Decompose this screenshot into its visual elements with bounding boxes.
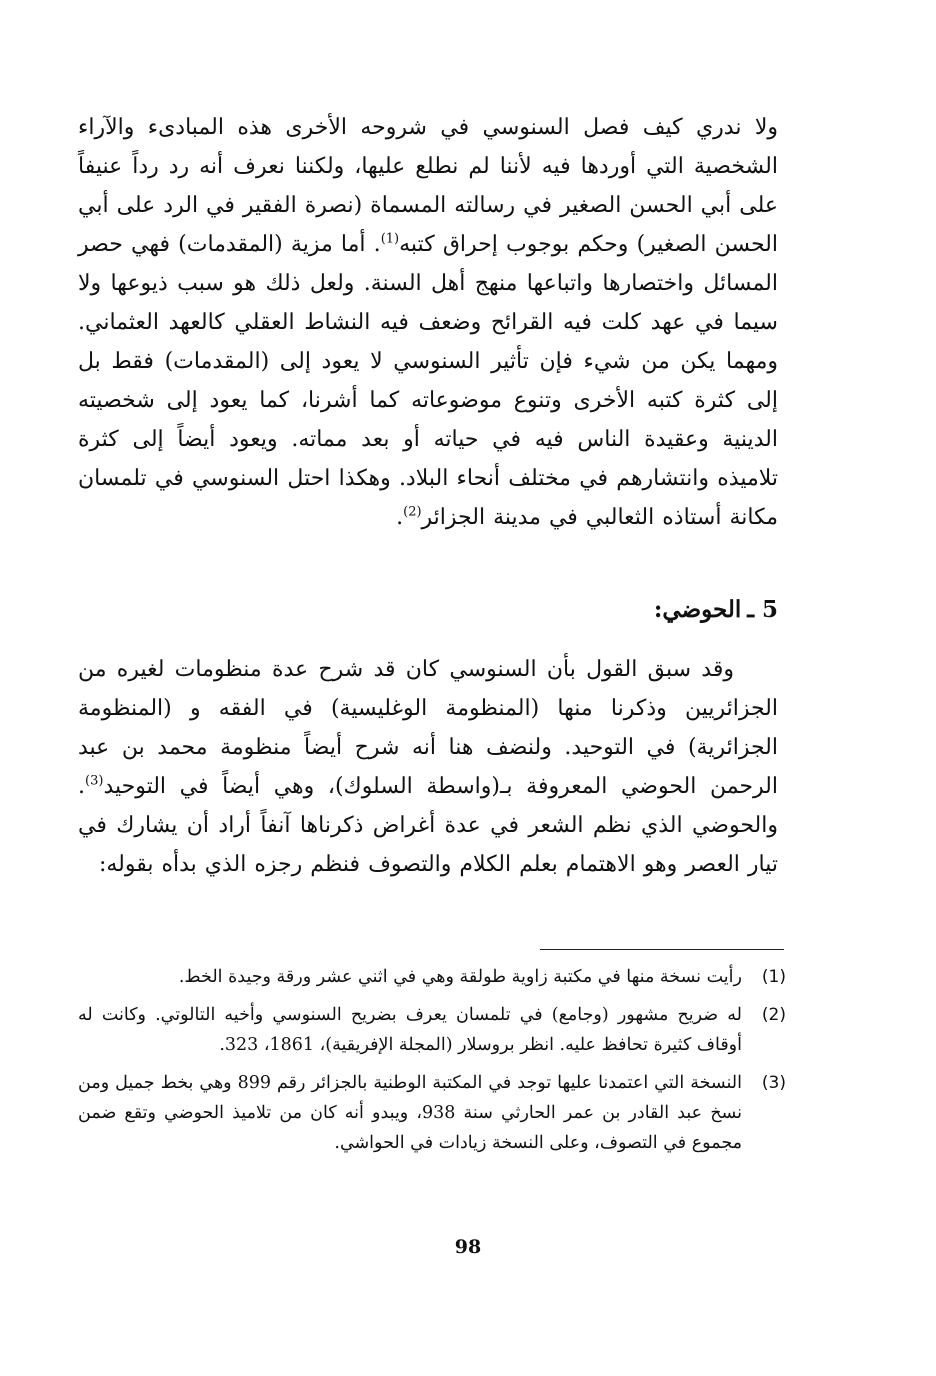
paragraph-text: . والحوضي الذي نظم الشعر في عدة أغراض ذكرناها آنفاً أراد أن يشارك في تيار العصر وهو الاهتمام بعلم الكلام والتصوف فنظم رجزه الذي بدأه بقوله: — [78, 774, 778, 877]
footnote-reference: (1) — [380, 231, 400, 247]
footnotes-section — [78, 962, 786, 1166]
footnote-number: (2) — [761, 1005, 786, 1025]
paragraph-text: . — [396, 505, 404, 530]
footnote-text: النسخة التي اعتمدنا عليها توجد في المكتبة الوطنية بالجزائر رقم 899 وهي بخط جميل ومن نسخ عبد القادر بن عمر الحارثي سنة 938، ويبدو أنه كان من تلاميذ الحوضي وتقع ضمن مجموع في التصوف، وعلى النسخة زيادات في الحواشي. — [78, 1073, 742, 1153]
body-paragraph — [78, 650, 778, 884]
section-number: 5 ـ — [747, 596, 778, 623]
section-title: الحوضي: — [653, 596, 742, 623]
footnote-text: رأيت نسخة منها في مكتبة زاوية طولقة وهي في اثني عشر ورقة وجيدة الخط. — [178, 967, 742, 987]
paragraph-text: . أما مزية (المقدمات) فهي حصر المسائل واختصارها واتباعها منهج أهل السنة. ولعل ذلك هو سبب ذيوعها ولا سيما في عهد كلت فيه القرائح وضعف فيه النشاط العقلي كالعهد العثماني. ومهما يكن من شيء فإن تأثير السنوسي لا يعود إلى (المقدمات) فقط بل إلى كثرة كتبه الأخرى وتنوع موضوعاته كما أشرنا، كما يعود إلى شخصيته الدينية وعقيدة الناس فيه في حياته أو بعد مماته. ويعود أيضاً إلى كثرة تلاميذه وانتشارهم في مختلف أنحاء البلاد. وهكذا احتل السنوسي في تلمسان مكانة أستاذه الثعالبي في مدينة الجزائر — [78, 232, 778, 530]
footnote-number: (3) — [761, 1073, 786, 1093]
footnote-reference: (3) — [85, 773, 104, 789]
footnote — [78, 1000, 786, 1060]
paragraph-text: وقد سبق القول بأن السنوسي كان قد شرح عدة منظومات لغيره من الجزائريين وذكرنا منها (المنظومة الوغليسية) في الفقه و (المنظومة الجزائرية) في التوحيد. ولنضف هنا أنه شرح أيضاً منظومة محمد بن عبد الرحمن الحوضي المعروفة بـ(واسطة السلوك)، وهي أيضاً في التوحيد — [78, 657, 778, 799]
page-number: 98 — [454, 1236, 482, 1258]
footnote-separator — [540, 949, 784, 950]
paragraph-text: ولا ندري كيف فصل السنوسي في شروحه الأخرى هذه المبادىء والآراء الشخصية التي أوردها فيه لأننا لم نطلع عليها، ولكننا نعرف أنه رد رداً عنيفاً على أبي الحسن الصغير في رسالته المسماة (نصرة الفقير في الرد على أبي الحسن الصغير) وحكم بوجوب إحراق كتبه — [78, 115, 778, 257]
section-heading — [654, 594, 778, 626]
body-paragraph — [78, 108, 778, 537]
footnote-text: له ضريح مشهور (وجامع) في تلمسان يعرف بضريح السنوسي وأخيه التالوتي. وكانت له أوقاف كثيرة تحافظ عليه. انظر بروسلار (المجلة الإفريقية)، 1861، 323. — [78, 1005, 742, 1055]
footnote — [78, 962, 786, 992]
footnote-reference: (2) — [403, 504, 422, 520]
footnote-number: (1) — [761, 967, 786, 987]
footnote — [78, 1068, 786, 1158]
